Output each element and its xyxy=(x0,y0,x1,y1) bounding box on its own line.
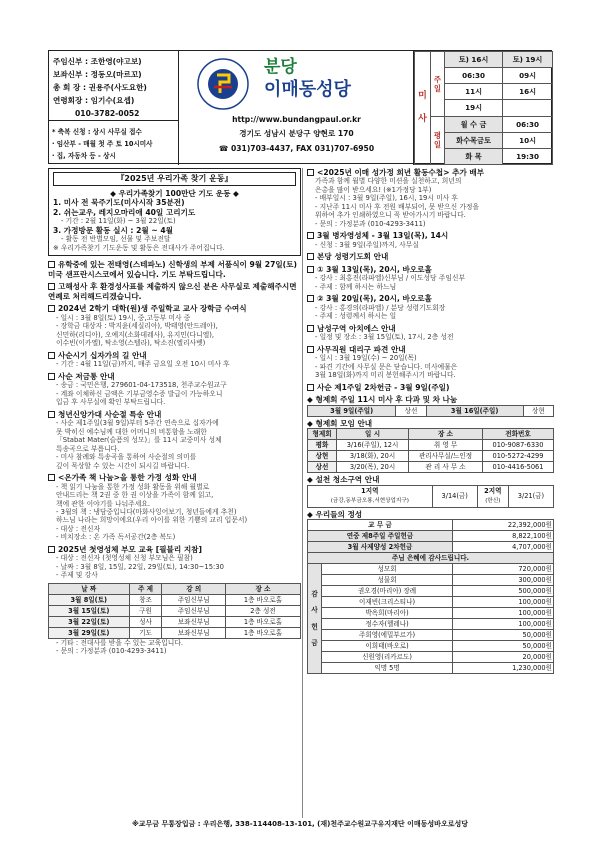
mission-title: 『2025년 우리가족 찾기 운동』 xyxy=(53,172,296,186)
offering-row xyxy=(308,542,554,553)
donation-amount: 50,000원 xyxy=(453,630,554,641)
table-cell: 010-9087-6330 xyxy=(483,440,554,451)
tea-table xyxy=(307,405,554,417)
announcement-detail: 신민하(리디아), 오예지(소화데레사), 유지민(다니엘), xyxy=(56,330,215,339)
announcement xyxy=(48,260,301,279)
sunday-label: 주일 xyxy=(431,52,445,117)
announcement-heading: 고해성사 후 환경성사표를 제출하지 않으신 분은 사무실로 제출해주시면 연례로 처리해드리겠습니다. xyxy=(48,282,297,301)
table-cell: 3월 8일(토) xyxy=(49,594,130,605)
table-row xyxy=(49,594,301,605)
donor: 이재빈(크리스티나) xyxy=(322,597,453,608)
announcement-heading: 3월 병자영성체 - 3월 13일(목), 14시 xyxy=(307,231,554,240)
table-row xyxy=(49,616,301,627)
announcement-detail: - 계좌 이체하신 금액은 기부금영수증 발급이 가능하오니 xyxy=(56,389,223,398)
mission-subtitle: ◆ 우리가족찾기 100만단 기도 운동 ◆ xyxy=(110,189,239,198)
announcement-detail: - 주제 : 성령께서 하시는 일 xyxy=(315,312,397,321)
table-row xyxy=(308,462,554,473)
mission-item: 2. 쉬는교우, 레지오마리애 40일 고리기도 xyxy=(53,207,196,217)
donation-amount: 20,000원 xyxy=(453,652,554,663)
checkbox-bullet-icon xyxy=(307,346,314,353)
announcement-detail: - 신청 : 3월 9일(주일)까지, 사무실 xyxy=(315,240,419,249)
checkbox-bullet-icon xyxy=(48,261,55,268)
table-header: 일 시 xyxy=(337,429,409,440)
announcement-detail: - 지난주 11시 미사 후 전원 배부되어, 못 받으신 가정을 xyxy=(315,202,480,211)
mass-time-empty xyxy=(503,100,553,116)
table-cell: 상선 xyxy=(308,462,337,473)
address: 경기도 성남시 분당구 양현로 170 xyxy=(239,129,354,138)
donor: 성모회 xyxy=(322,564,453,575)
table-cell: 주임신부님 xyxy=(162,605,226,616)
staff-list xyxy=(49,51,179,121)
announcement-detail: - 대상 : 전신자 xyxy=(56,524,101,533)
announcement-heading: 남성구역 아치에스 안내 xyxy=(307,324,554,333)
donation-amount: 500,000원 xyxy=(453,586,554,597)
right-column xyxy=(307,168,554,674)
donation-amount: 100,000원 xyxy=(453,597,554,608)
offering-amount: 8,822,100원 xyxy=(453,531,554,542)
announcement xyxy=(48,545,301,580)
announcement-detail: 이수빈(이카엘), 탁소영(스텔라), 탁소진(엘리사벳) xyxy=(56,339,206,348)
announcement-detail: - 배부일시 : 3월 9일(주일), 16시, 19시 미사 후 xyxy=(315,194,458,203)
table-cell: 창조 xyxy=(129,594,162,605)
thanks-row xyxy=(308,608,554,619)
table-cell: 보좌신부님 xyxy=(162,627,226,638)
offering-label: 교 무 금 xyxy=(308,520,453,531)
thanks-row xyxy=(308,564,554,575)
mass-schedule xyxy=(413,51,553,165)
mass-time: 토) 19시 xyxy=(503,52,553,68)
announcement-detail: - 일시 : 3월 8일(토) 19시, 중,고등부 미사 중 xyxy=(56,313,191,322)
thanks-row xyxy=(308,619,554,630)
announcement-heading: ② 3월 20일(목), 20시, 바오로홀 xyxy=(307,294,554,303)
announcement-detail: - 송금 : 국민은행, 279601-04-173518, 천주교수원교구 xyxy=(56,381,227,390)
announcement-detail: 위하여 추가 인쇄하였으니 꼭 받아가시기 바랍니다. xyxy=(315,211,466,220)
zone-date: 3/14(금) xyxy=(432,485,477,507)
parish-brand xyxy=(180,51,413,165)
announcement-detail: - 대상 : 전신자 (첫영성체 신청 부모님은 필참) xyxy=(56,554,193,563)
tea-group: 상현 xyxy=(523,405,553,416)
tea-title: ◆ 형제회 주일 11시 미사 후 다과 및 차 나눔 xyxy=(307,395,458,405)
announcement xyxy=(307,294,554,320)
zone-area: (금강,동부금오룡,서현상업지구) xyxy=(330,497,409,504)
table-header: 장 소 xyxy=(409,429,483,440)
announcement-heading: 2025년 첫영성체 부모 교육 [필블리 지참] xyxy=(48,545,301,554)
table-cell: 010-5272-4299 xyxy=(483,451,554,462)
table-cell: 상현 xyxy=(308,451,337,462)
announcement-detail: 안내드리는 책 2권 중 한 권 이상을 가족이 함께 읽고, xyxy=(56,491,214,500)
funeral-phone: 010-3782-0052 xyxy=(75,109,140,118)
funeral-head: 연령회장 : 임기수(요셉) xyxy=(53,96,135,105)
donation-amount: 1,230,000원 xyxy=(453,663,554,674)
table-cell: 3월 22일(토) xyxy=(49,616,130,627)
tea-date: 3월 16일(주일) xyxy=(426,405,523,416)
donor: 신원영(리카르도) xyxy=(322,652,453,663)
mass-time: 토) 16시 xyxy=(445,52,503,68)
website-link[interactable]: http://www.bundangpaul.or.kr xyxy=(232,115,361,124)
mass-label: 미 사 xyxy=(415,52,431,165)
announcement-detail: - 강사 : 최홍진(라파엘)신부님 / 이도성당 주임신부 xyxy=(315,274,466,283)
announcement-detail: 하느님 나라는 희망이에요(우리 아이를 위한 기쁨의 교리 입문서) xyxy=(56,516,248,525)
checkbox-bullet-icon xyxy=(307,253,314,260)
offering-row xyxy=(308,520,554,531)
mission-detail: - 기간 : 2월 11일(화) ~ 3월 22일(토) xyxy=(61,217,176,226)
parish-name: 이매동성당 xyxy=(264,79,351,100)
announcement-detail: 깊이 묵상할 수 있는 시간이 되시길 바랍니다. xyxy=(56,461,190,470)
announcement-heading: 2024년 2학기 대학(원)생 주일학교 교사 장학금 수여식 xyxy=(48,304,301,313)
table-cell: 3월 15일(토) xyxy=(49,605,130,616)
table-cell: 2층 성전 xyxy=(225,605,300,616)
announcement xyxy=(307,231,554,249)
table-cell: 주임신부님 xyxy=(162,594,226,605)
announcement xyxy=(48,351,301,369)
thanks-row xyxy=(308,652,554,663)
table-cell: 관리사무실/느인정 xyxy=(409,451,483,462)
thanks-row xyxy=(308,575,554,586)
thanks-row xyxy=(308,641,554,652)
mission-item: 3. 가정방문 활동 실시 : 2월 ~ 4월 xyxy=(53,225,173,235)
table-cell: 1층 바오로홀 xyxy=(225,616,300,627)
mission-note: ※ 우리가족찾기 기도운동 및 활동은 전대사가 주어집니다. xyxy=(53,243,225,252)
tea-date: 3월 9일(주일) xyxy=(308,405,396,416)
zone-name: 2지역 xyxy=(484,487,502,496)
donation-amount: 100,000원 xyxy=(453,608,554,619)
table-cell: 3/20(목), 20시 xyxy=(337,462,409,473)
announcement-detail: 가족과 함께 월별 다양한 미션을 실천하고, 희년의 xyxy=(315,177,462,186)
announcement-heading: 사순 제1주일 2차헌금 - 3월 9일(주일) xyxy=(307,383,554,392)
mass-time: 19:30 xyxy=(503,148,553,164)
offering-amount: 22,392,000원 xyxy=(453,520,554,531)
table-header: 전화번호 xyxy=(483,429,554,440)
mass-time: 06:30 xyxy=(503,116,553,132)
offering-label: 3월 사제양성 2차헌금 xyxy=(308,542,453,553)
mission-item: 1. 미사 전 묵주기도(미사시작 35분전) xyxy=(53,198,185,208)
announcement xyxy=(307,383,554,392)
announcement xyxy=(48,473,301,542)
thanks-row xyxy=(308,663,554,674)
edu-note: - 기타 : 전대사를 받을 수 있는 교육입니다. xyxy=(56,638,184,647)
mission-detail: - 활동 전 반별모임, 선물 및 주보전달 xyxy=(61,235,171,244)
thanks-title: 주님 은혜에 감사드립니다. xyxy=(308,553,554,564)
mass-time: 10시 xyxy=(503,132,553,148)
mission-box xyxy=(48,168,301,256)
announcement-detail: - 장학금 대상자 : 박지윤(세실리아), 박태영(안드레아), xyxy=(56,322,218,331)
table-cell: 3/16(주일), 12시 xyxy=(337,440,409,451)
footer-bank-info: ※교무금 무통장입금 : 우리은행, 338-114408-13-101, (재)천주교수원교구유지재단 이매동성바오로성당 xyxy=(132,820,468,828)
checkbox-bullet-icon xyxy=(307,384,314,391)
mass-day: 화 목 xyxy=(445,148,503,164)
masthead xyxy=(48,50,552,164)
announcement-heading: <온가족 책 나눔>을 통한 가정 성화 안내 xyxy=(48,473,301,482)
table-cell: 기도 xyxy=(129,627,162,638)
announcement-heading: ① 3월 13일(목), 20시, 바오로홀 xyxy=(307,265,554,274)
announcement-detail: - 책 읽기 나눔을 통한 가정 성화 활동을 위해 월별로 xyxy=(56,482,210,491)
announcement-detail: - 미사 참례와 특송곡을 통하여 사순절의 의미를 xyxy=(56,453,197,462)
announcement xyxy=(48,372,301,407)
left-announcements xyxy=(48,260,301,579)
table-cell: 1층 바오로홀 xyxy=(225,594,300,605)
announcement-detail: - 3월의 책 : 냉담중입니다(마화사잉어보기, 청년들에게 추천) xyxy=(56,507,237,516)
announcement-heading: 사순시기 십자가의 길 안내 xyxy=(48,351,301,360)
announcement xyxy=(48,282,301,301)
column-divider xyxy=(302,168,303,818)
table-cell: 010-4416-5061 xyxy=(483,462,554,473)
announcement-detail: - 기간 : 4월 11일(금)까지, 매주 금요일 오전 10시 미사 후 xyxy=(56,360,230,369)
assistant-priest: 보좌신부 : 정동오(마르꼬) xyxy=(53,70,142,79)
donor: 이희태(바오로) xyxy=(322,641,453,652)
table-header: 강 의 xyxy=(162,583,226,594)
offering-row xyxy=(308,531,554,542)
table-cell: 성사 xyxy=(129,616,162,627)
donor: 익명 5명 xyxy=(322,663,453,674)
checkbox-bullet-icon xyxy=(307,232,314,239)
offering-title: ◆ 우리들의 정성 xyxy=(307,509,363,519)
mass-time: 19시 xyxy=(445,100,503,116)
announcement-detail: 은총을 많이 받으세요! (※1가정당 1부) xyxy=(315,185,432,194)
checkbox-bullet-icon xyxy=(48,474,55,481)
offering-table xyxy=(307,519,554,674)
announcement-detail: 「Stabat Mater(슬픔의 성모)」를 11시 교중미사 성체 xyxy=(56,436,222,445)
weekday-label: 평일 xyxy=(431,116,445,164)
announcement xyxy=(307,345,554,380)
table-cell: 보좌신부님 xyxy=(162,616,226,627)
council-president: 총 회 장 : 권용주(사도요한) xyxy=(53,83,147,92)
announcement-detail: - 비치장소 : 온 가족 독서공간(2층 복도) xyxy=(56,533,176,542)
announcement-detail: - 사순 제1주일(3월 9일)부터 5주간 연속으로 십자가에 xyxy=(56,419,219,428)
announcement-detail: - 일정 및 장소 : 3월 15일(토), 17시, 2층 성전 xyxy=(315,333,454,342)
donor: 정수자(헬레나) xyxy=(322,619,453,630)
announcement-detail: 특송곡으로 부릅니다. xyxy=(56,444,120,453)
table-header: 날 짜 xyxy=(49,583,130,594)
announcement-detail: - 일시 : 3월 19일(수) ~ 20일(목) xyxy=(315,354,417,363)
table-header: 주 제 xyxy=(129,583,162,594)
zone-area: (한신) xyxy=(485,497,501,504)
donation-amount: 720,000원 xyxy=(453,564,554,575)
table-cell: 구원 xyxy=(129,605,162,616)
offering-label: 연중 제8주일 주일헌금 xyxy=(308,531,453,542)
checkbox-bullet-icon xyxy=(48,352,55,359)
announcement-detail: - 문의 : 가정분과 (010-4293-3411) xyxy=(315,219,426,228)
parish-logo-icon xyxy=(196,57,250,111)
zone-date: 3/21(금) xyxy=(508,485,553,507)
zone-name: 1지역 xyxy=(361,487,379,496)
table-row xyxy=(308,440,554,451)
edu-table xyxy=(48,583,301,639)
mass-day: 화수목금토 xyxy=(445,132,503,148)
checkbox-bullet-icon xyxy=(48,283,55,290)
announcement-detail: - 파견 기간에 사무실 문은 닫습니다. 미사예물은 xyxy=(315,362,458,371)
table-cell: 관 리 사 무 소 xyxy=(409,462,483,473)
checkbox-bullet-icon xyxy=(307,169,314,176)
announcement-detail: - 날짜 : 3월 8일, 15일, 22일, 29일(토), 14:30~15:30 xyxy=(56,562,224,571)
announcement-heading: <2025년 이매 성가정 희년 활동수첩> 추가 배부 xyxy=(307,168,554,177)
table-cell: 취 영 무 xyxy=(409,440,483,451)
checkbox-bullet-icon xyxy=(48,373,55,380)
offering-amount: 4,707,000원 xyxy=(453,542,554,553)
thanks-row xyxy=(308,630,554,641)
donor: 주희영(에밀부르가) xyxy=(322,630,453,641)
announcement-detail: 책에 관한 이야기를 나눠주세요. xyxy=(56,499,150,508)
announcement xyxy=(307,324,554,342)
donor: 박옥희(마리아) xyxy=(322,608,453,619)
mass-time: 11시 xyxy=(445,84,503,100)
right-announcements xyxy=(307,168,554,392)
mass-time: 09시 xyxy=(503,68,553,84)
donor: 권오경(마리아) 장례 xyxy=(322,586,453,597)
donor: 성물회 xyxy=(322,575,453,586)
announcement-detail: 못 박히신 예수님께 대한 어머니의 비통함을 노래한 xyxy=(56,427,207,436)
checkbox-bullet-icon xyxy=(48,546,55,553)
tea-group: 상선 xyxy=(396,405,426,416)
zone-title: ◆ 설천 청소구역 안내 xyxy=(307,475,380,485)
checkbox-bullet-icon xyxy=(307,295,314,302)
notice-line: * 축복 신청 : 상시 사무실 접수 xyxy=(52,128,142,136)
announcement xyxy=(307,168,554,228)
fraternity-title: ◆ 형제회 모임 안내 xyxy=(307,418,373,428)
table-row xyxy=(49,605,301,616)
announcement-detail: - 주제 : 함께 하시는 하느님 xyxy=(315,282,397,291)
pastor: 주임신부 : 조한영(야고보) xyxy=(53,57,142,66)
announcement-detail: - 강사 : 홍경의(라파엘) / 분당 성령기도회장 xyxy=(315,303,446,312)
announcement-heading: 청년신앙가대 사순절 특송 안내 xyxy=(48,410,301,419)
edu-contact: - 문의 : 가정분과 (010-4293-3411) xyxy=(56,647,167,656)
thanks-row xyxy=(308,586,554,597)
phone: ☎ 031)703-4437, FAX 031)707-6950 xyxy=(218,144,375,153)
mass-day: 월 수 금 xyxy=(445,116,503,132)
announcement-detail: 입금 후 사무실에 확인 부탁드립니다. xyxy=(56,398,166,407)
fraternity-table xyxy=(307,428,554,473)
table-header: 형제회 xyxy=(308,429,337,440)
thanks-label: 감 사 헌 금 xyxy=(308,564,322,674)
zone-table xyxy=(307,485,554,508)
donation-amount: 300,000원 xyxy=(453,575,554,586)
mass-time: 16시 xyxy=(503,84,553,100)
announcement xyxy=(48,410,301,470)
announcement-heading: 유학중에 있는 전태영(스테파노) 신학생의 부제 서품식이 9월 27일(토) 미국 샌프란시스코에서 있습니다. 기도 부탁드립니다. xyxy=(48,260,297,279)
blessing-notice xyxy=(49,121,179,165)
table-cell: 평화 xyxy=(308,440,337,451)
announcement-heading: 사순 저금통 안내 xyxy=(48,372,301,381)
parish-name-top: 분당 xyxy=(264,57,297,77)
announcement-detail: 3월 18일(화)까지 미리 봉헌해주시기 바랍니다. xyxy=(315,371,456,380)
left-column xyxy=(48,168,301,656)
table-row xyxy=(49,627,301,638)
checkbox-bullet-icon xyxy=(48,411,55,418)
announcement-detail: - 주제 및 강사 xyxy=(56,571,98,580)
table-cell: 3월 29일(토) xyxy=(49,627,130,638)
notice-line: · 임산부 - 매월 첫 주 토 10시미사 xyxy=(52,140,153,148)
checkbox-bullet-icon xyxy=(307,325,314,332)
announcement xyxy=(48,304,301,347)
mass-time: 06:30 xyxy=(445,68,503,84)
announcement-heading: 사무직원 대리구 파견 안내 xyxy=(307,345,554,354)
donation-amount: 50,000원 xyxy=(453,641,554,652)
announcement xyxy=(307,265,554,291)
donation-amount: 100,000원 xyxy=(453,619,554,630)
announcement-heading: 본당 성령기도회 안내 xyxy=(307,252,554,261)
table-header: 장 소 xyxy=(225,583,300,594)
notice-line: · 집, 자동차 등 - 상시 xyxy=(52,152,116,160)
checkbox-bullet-icon xyxy=(48,305,55,312)
checkbox-bullet-icon xyxy=(307,266,314,273)
announcement xyxy=(307,252,554,261)
thanks-row xyxy=(308,597,554,608)
table-cell: 1층 바오로홀 xyxy=(225,627,300,638)
table-cell: 3/18(화), 20시 xyxy=(337,451,409,462)
table-row xyxy=(308,451,554,462)
